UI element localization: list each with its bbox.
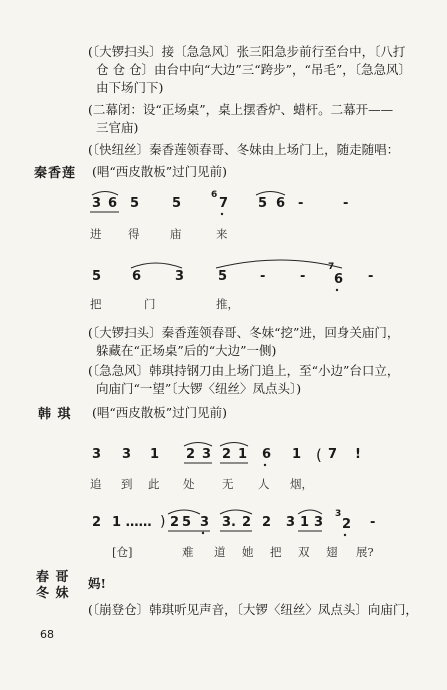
lyric: 到 [121, 477, 133, 491]
lyric: 展? [356, 545, 374, 559]
note: 5 [130, 196, 140, 211]
note: 5 [92, 269, 102, 284]
note: - [260, 269, 266, 284]
note: - [370, 515, 376, 530]
note: 3 [202, 447, 212, 462]
stage-direction-3-line-1: (〔快纽丝〕秦香莲领春哥、冬妹由上场门上，随走随唱： [88, 142, 400, 157]
note: - [343, 196, 349, 211]
note: 2 [242, 515, 252, 530]
lyric: 烟， [290, 477, 313, 491]
kids-line: 妈! [88, 576, 106, 591]
note: 2 [222, 447, 232, 462]
note: - [298, 196, 304, 211]
lyric: 把 [270, 545, 282, 559]
role-dongmei: 冬 妹 [36, 586, 70, 601]
note: 2 [92, 515, 102, 530]
note: 3 [200, 515, 210, 530]
stage-direction-2-line-1: (二幕闭：设“正场桌”，桌上摆香炉、蜡杆。二幕开—— [88, 102, 394, 117]
stage-direction-2-line-2: 三官庙) [96, 120, 139, 135]
note: 3 [92, 196, 102, 211]
lyric-gong-cue: [仓] [112, 545, 133, 559]
note: ! [355, 447, 361, 462]
note: 5 [182, 515, 192, 530]
bracket-open: ( [316, 446, 322, 464]
stage-direction-1-line-1: (〔大锣扫头〕接〔急急风〕张三阳急步前行至台中，〔八打 [88, 44, 406, 59]
note: 5 [172, 196, 182, 211]
han-singing-instruction: (唱“西皮散板”过门见前) [92, 405, 228, 420]
note: 1 …… [112, 515, 152, 530]
note: 3 [92, 447, 102, 462]
note: 7 [328, 447, 338, 462]
grace-note: 6 [211, 190, 218, 200]
lyric: 她 [242, 545, 254, 559]
note: 6 [276, 196, 286, 211]
lyric: 双 [298, 545, 310, 559]
stage-direction-6-line-1: (〔崩登仓〕韩琪听见声音，〔大锣〈纽丝〉凤点头〕向庙门， [88, 602, 418, 617]
lyric: 处 [183, 477, 195, 491]
stage-direction-1-line-2: 仓 仓 仓〕由台中向“大边”三“跨步”，“吊毛”，〔急急风〕 [96, 62, 412, 77]
note: 6 [262, 447, 272, 462]
page-number: 68 [40, 628, 54, 641]
note: 2 [170, 515, 180, 530]
note: 3 [122, 447, 132, 462]
note: 3 [314, 515, 324, 530]
note: 1 [238, 447, 248, 462]
stage-direction-5-line-2: 向庙门“一望”〔大锣〈纽丝〉凤点头〕) [96, 381, 302, 396]
lyric: 进 [90, 227, 102, 241]
note: 6 [132, 269, 142, 284]
note: 1 [292, 447, 302, 462]
stage-direction-1-line-3: 由下场门下) [96, 80, 164, 95]
note: 6 [108, 196, 118, 211]
lyric: 难 [182, 545, 194, 559]
note: 3. [222, 515, 236, 530]
lyric: 推， [216, 297, 239, 311]
role-han-qi: 韩 琪 [38, 407, 72, 422]
lyric: 人 [258, 477, 270, 491]
note: 2 [186, 447, 196, 462]
note: 2 [342, 517, 352, 532]
stage-direction-4-line-2: 躲藏在“正场桌”后的“大边”一侧) [96, 343, 277, 358]
note: 3 [175, 269, 185, 284]
note: 2 [262, 515, 272, 530]
grace-note: 7 [328, 262, 335, 272]
lyric: 无 [222, 477, 234, 491]
role-qin-xianglian: 秦香莲 [34, 166, 77, 181]
lyric: 来 [216, 227, 228, 241]
note: 3 [286, 515, 296, 530]
lyric: 追 [90, 477, 102, 491]
lyric: 翅 [326, 545, 338, 559]
note: 5 [258, 196, 268, 211]
lyric: 道 [214, 545, 226, 559]
lyric: 门 [144, 297, 156, 311]
bracket-close: ) [160, 514, 166, 530]
lyric: 把 [90, 297, 102, 311]
note: 6 [334, 272, 344, 287]
lyric: 此 [148, 477, 160, 491]
lyric: 庙 [170, 227, 182, 241]
note: - [300, 269, 306, 284]
qin-singing-instruction: (唱“西皮散板”过门见前) [92, 164, 228, 179]
note: 1 [300, 515, 310, 530]
note: 7 [219, 196, 229, 211]
note: 5 [218, 269, 228, 284]
note: - [368, 269, 374, 284]
note: 1 [150, 447, 160, 462]
role-chunge: 春 哥 [36, 570, 70, 585]
grace-note: 3 [335, 509, 342, 519]
stage-direction-5-line-1: (〔急急风〕韩琪持钢刀由上场门追上，至“小边”台口立， [88, 363, 400, 378]
stage-direction-4-line-1: (〔大锣扫头〕秦香莲领春哥、冬妹“挖”进，回身关庙门， [88, 325, 400, 340]
lyric: 得 [128, 227, 140, 241]
